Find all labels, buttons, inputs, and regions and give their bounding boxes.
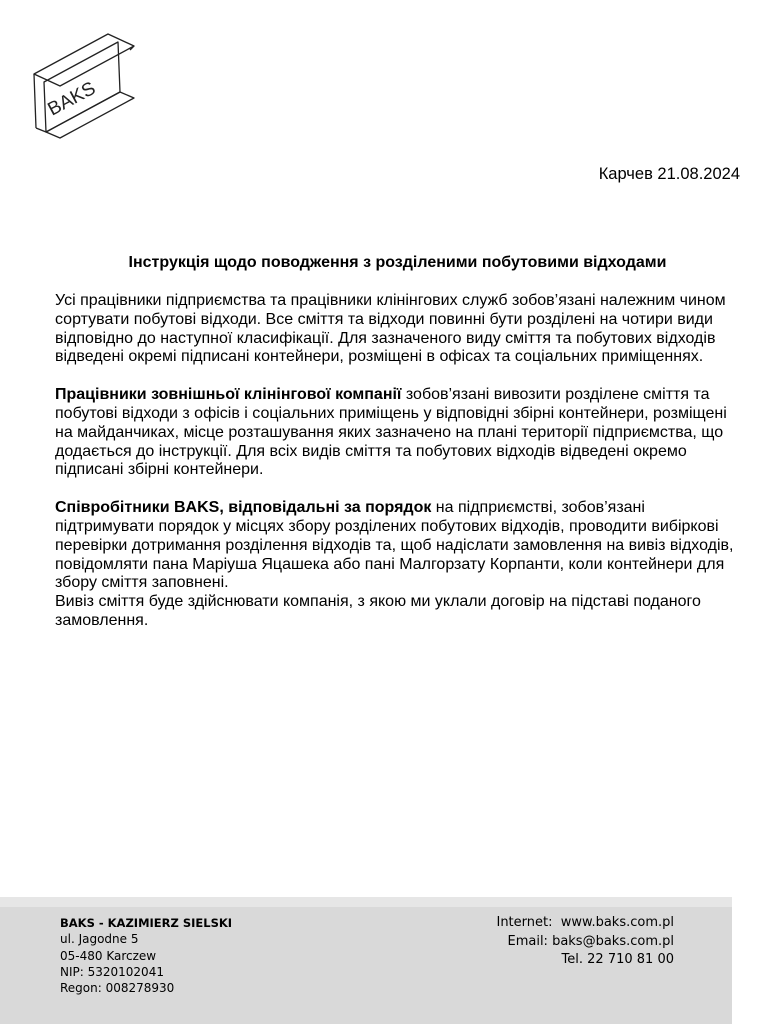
document-body (55, 292, 745, 631)
footer-street: ul. Jagodne 5 (60, 932, 139, 947)
footer-internet: Internet: www.baks.com.pl (496, 915, 674, 930)
paragraph-2 (55, 386, 745, 480)
footer (0, 907, 732, 1024)
paragraph-4: Вивіз сміття буде здійснювати компанія, з якою ми уклали договір на підставі поданого замовлення. (55, 593, 701, 629)
svg-text:BAKS: BAKS (44, 78, 100, 121)
paragraph-3-lead: Співробітники BAKS, відповідальні за порядок (55, 499, 432, 517)
paragraph-3-text: на підприємстві, зобов’язані підтримувати порядок у місцях збору розділених побутових відходів, проводити вибіркові перевірки дотримання розділення відходів та, щоб надіслати замовлення на вивіз відходів, повідомляти пана Маріуша Яцашека або пані Малгорзату Корпанти, коли контейнери для збору сміття заповнені. (55, 499, 734, 592)
footer-email: Email: baks@baks.com.pl (507, 933, 674, 949)
footer-nip: NIP: 5320102041 (60, 964, 164, 979)
document-title: Інструкція щодо поводження з розділеними побутовими відходами (128, 254, 667, 271)
footer-phone: Tel. 22 710 81 00 (561, 952, 674, 967)
footer-company-name: BAKS - KAZIMIERZ SIELSKI (60, 916, 233, 930)
footer-regon: Regon: 008278930 (60, 981, 175, 996)
paragraph-1: Усі працівники підприємства та працівники клінінгових служб зобов’язані належним чином сортувати побутові відходи. Все сміття та відходи повинні бути розділені на чотири види відповідно до наступної класифікації. Для зазначеного виду сміття та побутових відходів відведені окремі підписані контейнери, розміщені в офісах та соціальних приміщеннях. (55, 292, 726, 366)
paragraph-2-lead: Працівники зовнішньої клінінгової компанії (55, 386, 402, 404)
footer-company-info (60, 915, 232, 996)
footer-divider (0, 897, 732, 907)
paragraph-3 (55, 499, 745, 593)
baks-logo (30, 30, 140, 145)
footer-city: 05-480 Karczew (60, 948, 157, 963)
footer-contact-info (496, 914, 674, 970)
document-date: Карчев 21.08.2024 (598, 165, 740, 183)
paragraph-2-text: зобов’язані вивозити розділене сміття та побутові відходи з офісів і соціальних приміщень у відповідні збірні контейнери, розміщені на майданчиках, місце розташування яких зазначено на плані території підприємства, що додається до інструкції. Для всіх видів сміття та побутових відходів відведені окремо підписані збірні контейнери. (55, 386, 727, 479)
